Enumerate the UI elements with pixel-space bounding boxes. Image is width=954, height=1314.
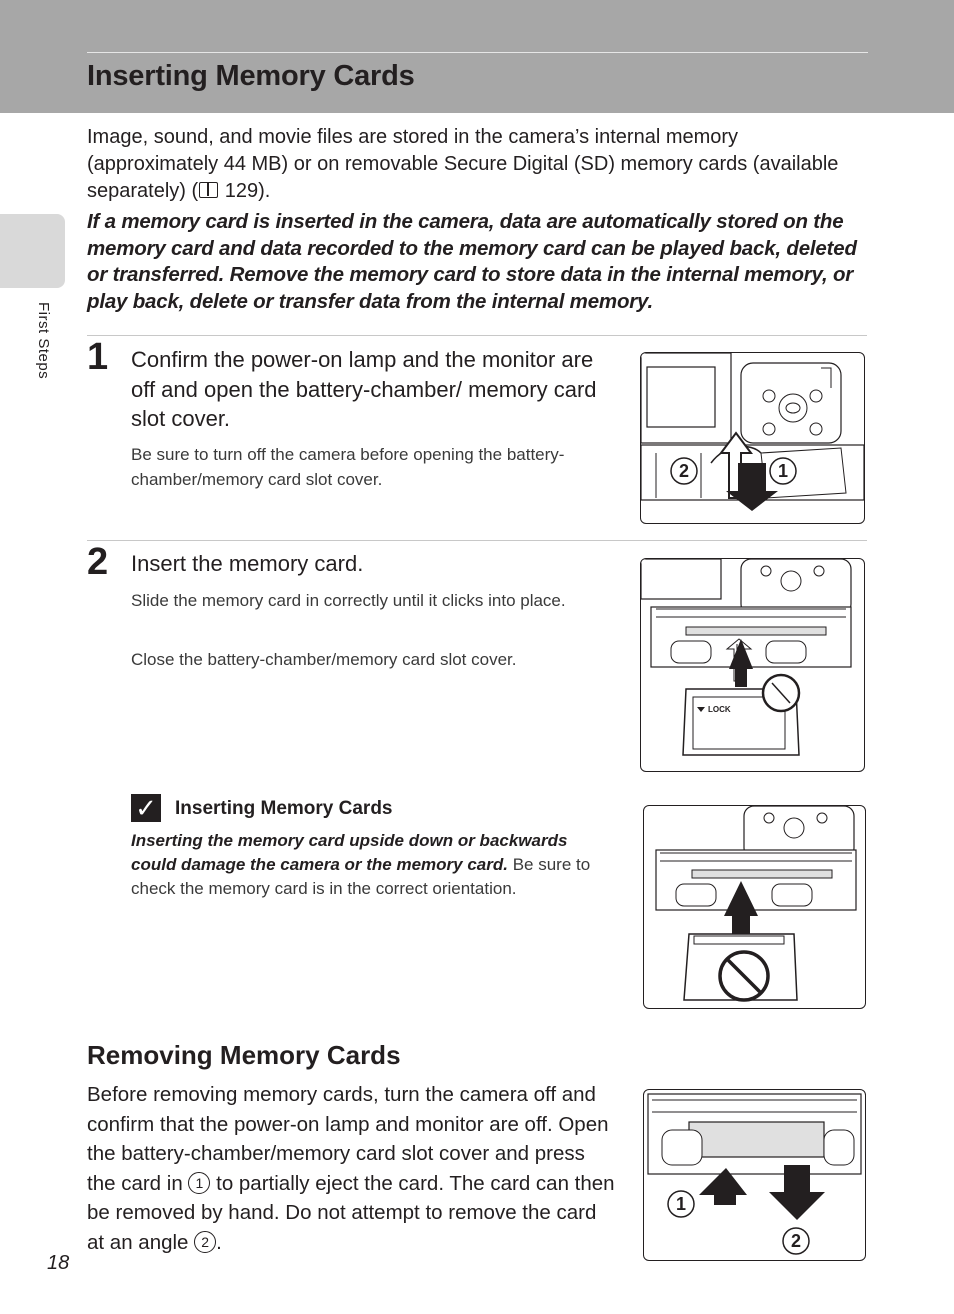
remove-card-illustration	[643, 1089, 866, 1261]
page-number: 18	[47, 1252, 70, 1274]
step-text: Slide the memory card in correctly until it clicks into place.	[131, 591, 566, 610]
section-tab	[0, 214, 65, 288]
wrong-orientation-illustration	[643, 805, 866, 1009]
step-heading: Confirm the power-on lamp and the monitor are off and open the battery-chamber/ memory card slot cover.	[131, 347, 597, 431]
open-cover-illustration	[640, 352, 865, 524]
step-marker: 2	[790, 1231, 802, 1251]
step-number: 1	[87, 336, 109, 378]
step-text: Be sure to turn off the camera before opening the battery-chamber/memory card slot cover.	[131, 445, 565, 489]
caution-text: Inserting the memory card upside down or backwards could damage the camera or the memory card. Be sure to check the memory card is in the correct orientation.	[131, 831, 591, 898]
step-heading: Insert the memory card.	[131, 551, 364, 576]
step-marker: 1	[675, 1194, 687, 1214]
divider	[87, 540, 867, 541]
insert-card-illustration	[640, 558, 865, 772]
section-title: Removing Memory Cards	[87, 1040, 401, 1070]
removing-paragraph: Before removing memory cards, turn the camera off and confirm that the power-on lamp and monitor are off. Open the battery-chamber/memory card slot cover and press the card in 1 to partially eject the card. The card can then be removed by hand. Do not attempt to remove the card at an angle 2 .	[87, 1083, 615, 1254]
header-band	[0, 0, 954, 113]
step-text: Close the battery-chamber/memory card slot cover.	[131, 650, 517, 669]
divider	[87, 335, 867, 336]
intro-paragraph: Image, sound, and movie files are stored in the camera’s internal memory (approximately 44 MB) or on removable Secure Digital (SD) memory cards (available separately) ( 129).	[87, 126, 839, 202]
header-rule	[87, 52, 868, 53]
caution-title: Inserting Memory Cards	[175, 798, 393, 819]
lock-label: LOCK	[708, 705, 731, 714]
step-marker: 1	[188, 1172, 210, 1194]
warning-paragraph: If a memory card is inserted in the camera, data are automatically stored on the memory card and data recorded to the memory card can be played back, deleted or transferred. Remove the memory card to store data in the internal memory, or play back, delete or transfer data from the internal memory.	[87, 210, 857, 313]
section-label: First Steps	[35, 302, 52, 380]
step-number: 2	[87, 541, 109, 583]
step-marker: 2	[678, 461, 690, 481]
book-icon	[199, 182, 218, 198]
page-title: Inserting Memory Cards	[87, 60, 415, 92]
step-marker: 2	[194, 1231, 216, 1253]
step-marker: 1	[777, 461, 789, 481]
checkmark-caution-icon: ✓	[131, 794, 161, 822]
